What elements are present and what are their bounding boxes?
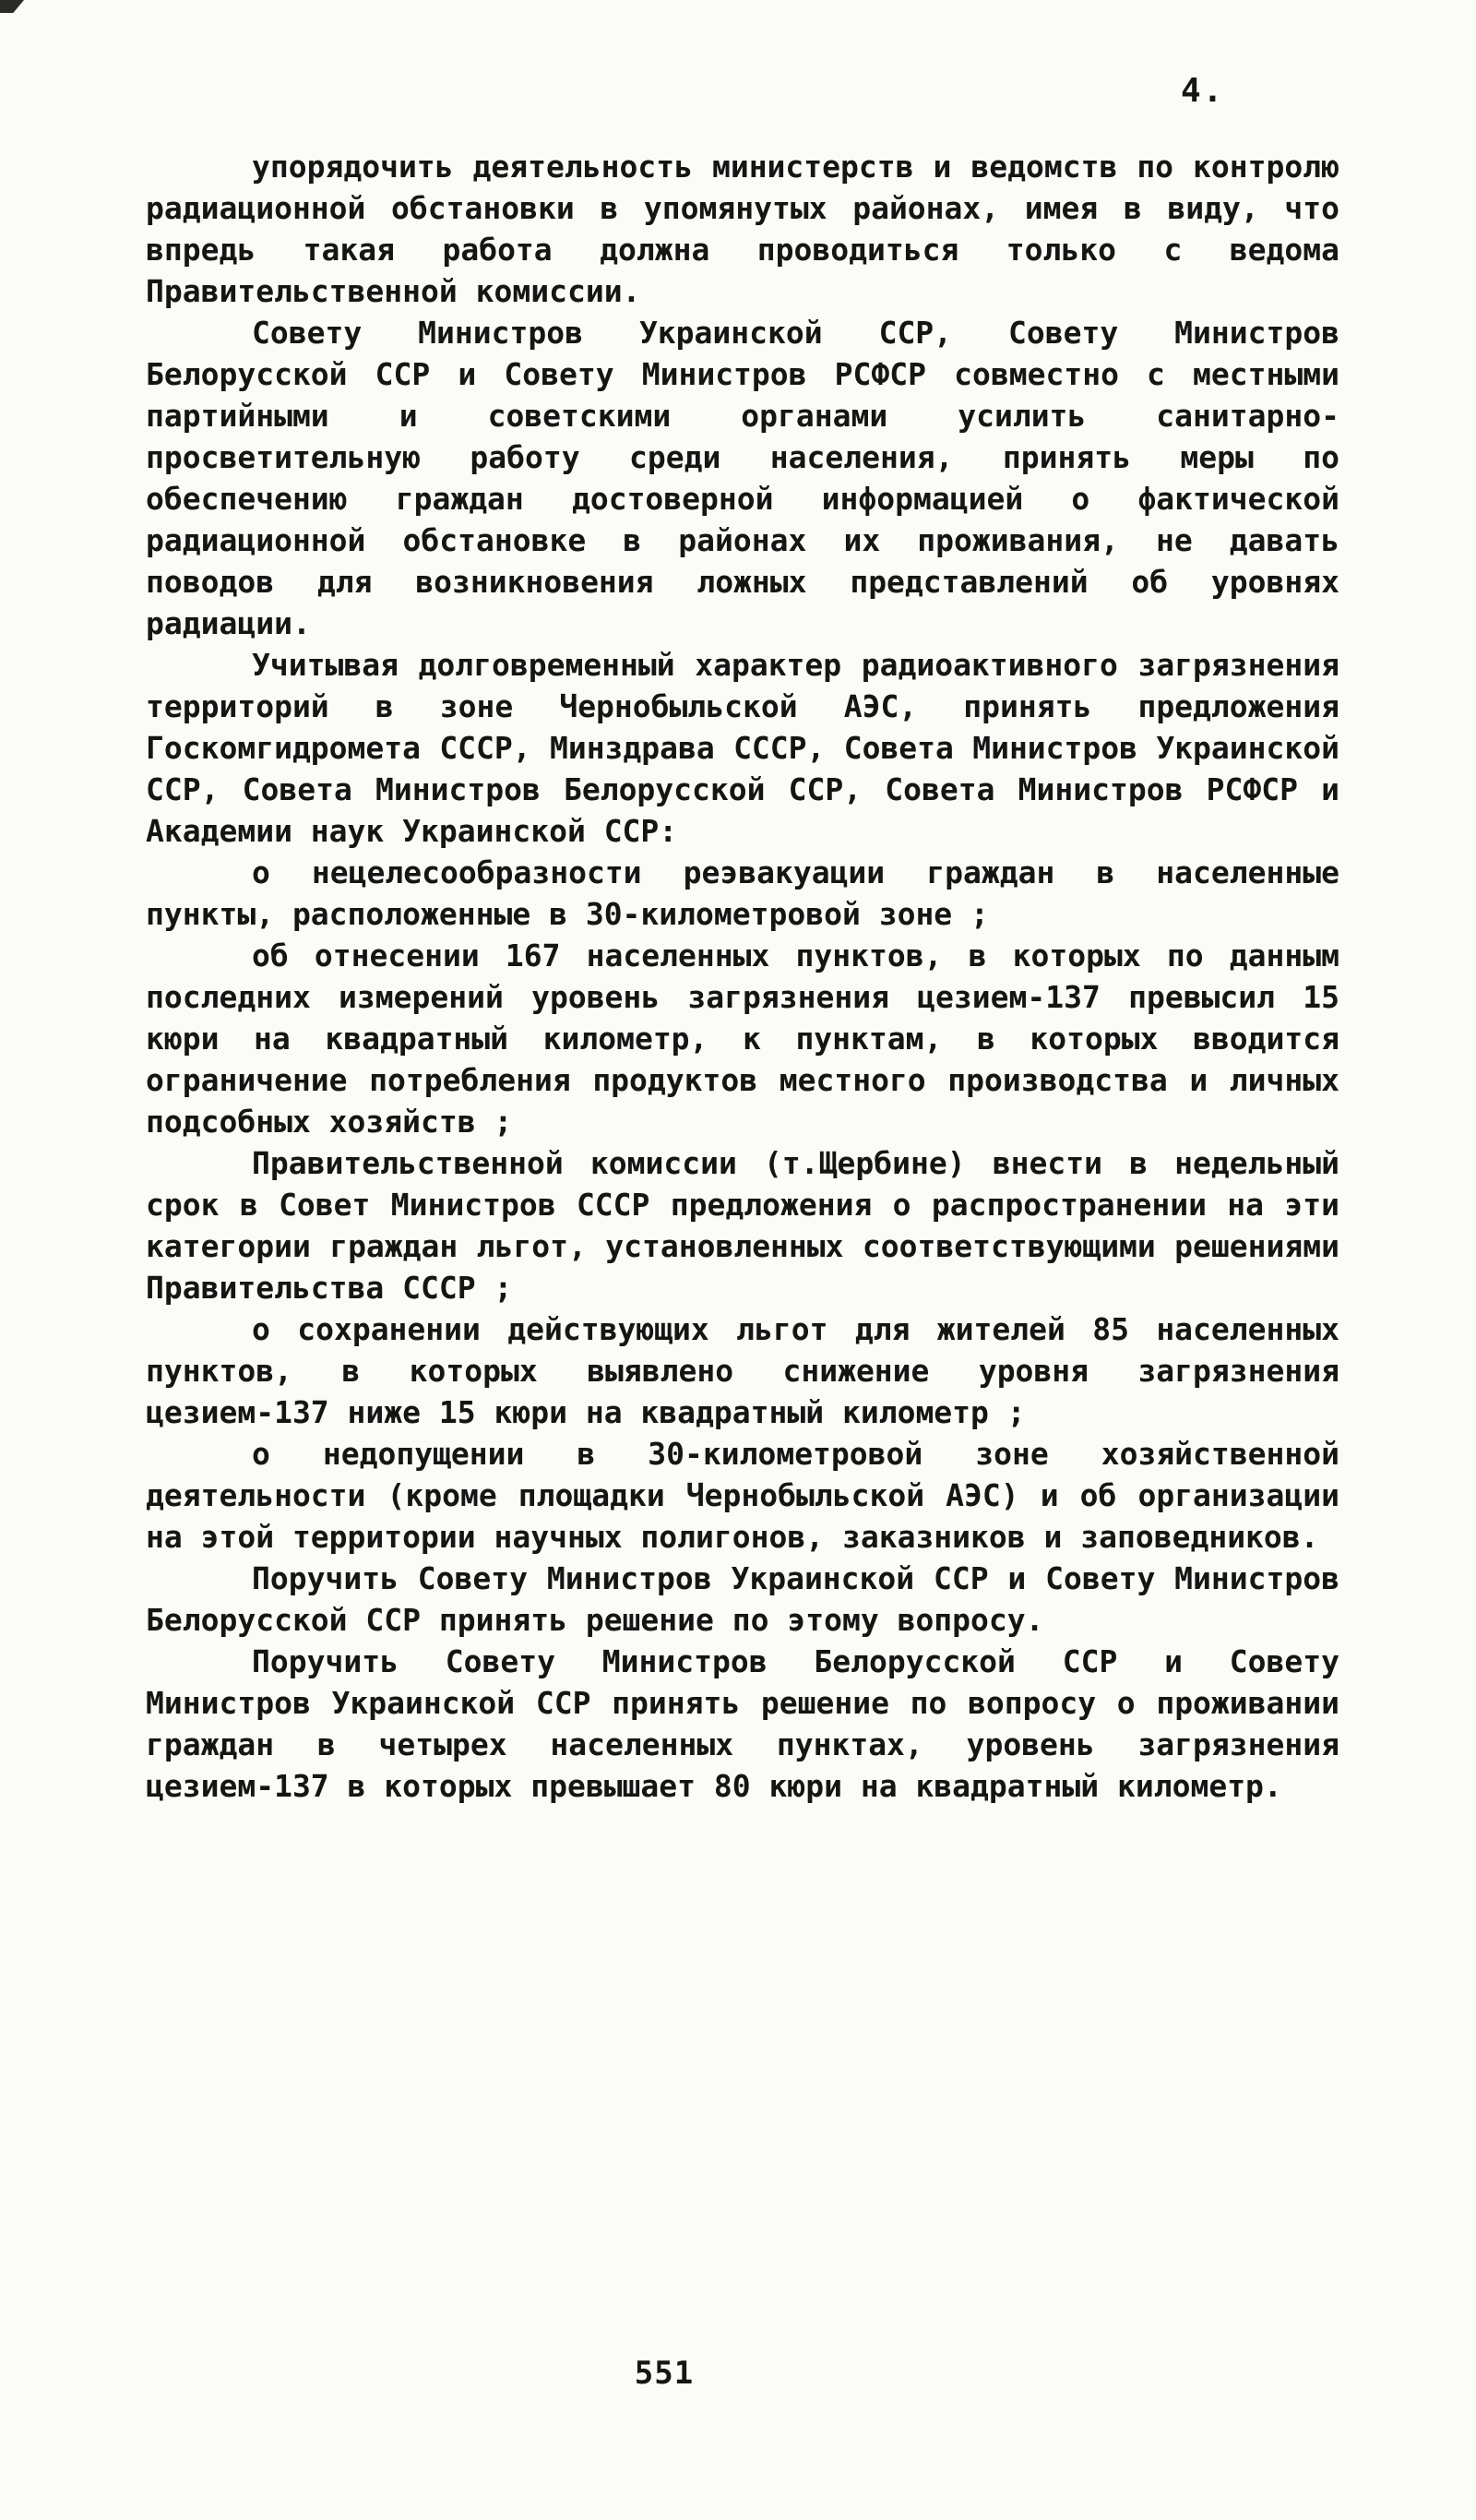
paragraph: об отнесении 167 населенных пунктов, в которых по данным последних измерений уровень загрязнения цезием-137 превысил 15 кюри на квадратный километр, к пунктам, в которых вводится ограничение потребления продуктов местного производства и личных подсобных хозяйств ; [146,938,1339,1140]
paragraph: Поручить Совету Министров Белорусской ССР и Совету Министров Украинской ССР принять решение по вопросу о проживании граждан в четырех населенных пунктах, уровень загрязнения цезием-137 в которых превышает 80 кюри на квадратный километр. [146,1643,1339,1804]
paragraph: Поручить Совету Министров Украинской ССР и Совету Министров Белорусской ССР принять решение по этому вопросу. [146,1560,1339,1638]
paragraph: о недопущении в 30-километровой зоне хозяйственной деятельности (кроме площадки Чернобыльской АЭС) и об организации на этой территории научных полигонов, заказников и заповедников. [146,1436,1339,1555]
paragraph: Совету Министров Украинской ССР, Совету Министров Белорусской ССР и Совету Министров РСФСР совместно с местными партийными и советскими органами усилить санитарно-просветительную работу среди населения, принять меры по обеспечению граждан достоверной информацией о фактической радиационной обстановке в районах их проживания, не давать поводов для возникновения ложных представлений об уровнях радиации. [146,315,1339,641]
paragraph: Правительственной комиссии (т.Щербине) внести в недельный срок в Совет Министров СССР предложения о распространении на эти категории граждан льгот, установленных соответствующими решениями Правительства СССР ; [146,1145,1339,1306]
paragraph: Учитывая долговременный характер радиоактивного загрязнения территорий в зоне Чернобыльской АЭС, принять предложения Госкомгидромета СССР, Минздрава СССР, Совета Министров Украинской ССР, Совета Министров Белорусской ССР, Совета Министров РСФСР и Академии наук Украинской ССР: [146,647,1339,849]
page-number-bottom: 551 [634,2355,695,2392]
paragraph: о сохранении действующих льгот для жителей 85 населенных пунктов, в которых выявлено снижение уровня загрязнения цезием-137 ниже 15 кюри на квадратный километр ; [146,1311,1339,1430]
document-body [146,146,1339,1807]
paragraph: о нецелесообразности реэвакуации граждан в населенные пункты, расположенные в 30-километровой зоне ; [146,854,1339,932]
paragraph: упорядочить деятельность министерств и ведомств по контролю радиационной обстановки в упомянутых районах, имея в виду, что впредь такая работа должна проводиться только с ведома Правительственной комиссии. [146,149,1339,309]
scan-corner-artifact [0,0,24,13]
page-number-top: 4. [1181,72,1225,110]
